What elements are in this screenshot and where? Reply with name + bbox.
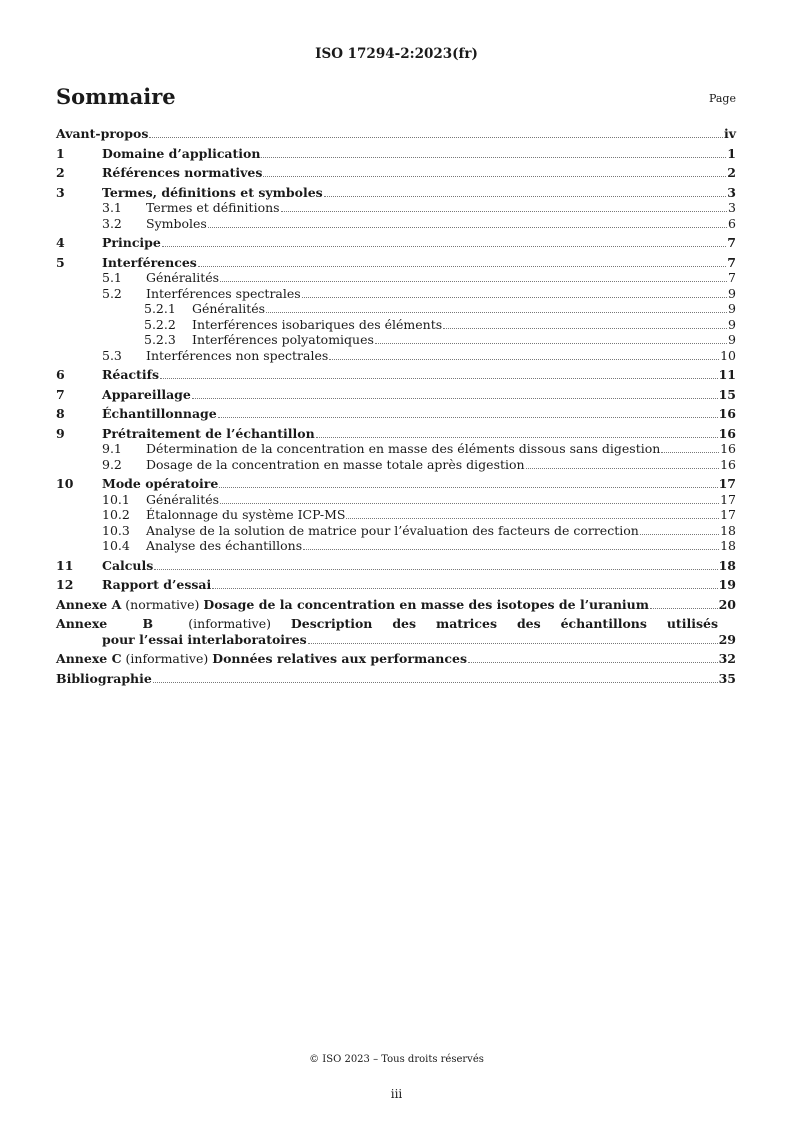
dot-leader xyxy=(162,237,726,247)
toc-entry-number: 3.2 xyxy=(102,215,122,231)
toc-entry-title: Domaine d’application xyxy=(102,145,261,161)
dot-leader xyxy=(640,525,719,535)
toc-entry-page: 7 xyxy=(727,235,736,250)
dot-leader xyxy=(198,257,726,267)
annex-title: Dosage de la concentration en masse des isotopes de l’uranium xyxy=(203,596,649,612)
toc-entry-5-2-3[interactable] xyxy=(56,332,736,348)
toc-entry-number: 4 xyxy=(56,235,65,250)
toc-entry-number: 12 xyxy=(56,577,74,592)
toc-entry-title: Mode opératoire xyxy=(102,476,219,491)
toc-entry-7[interactable] xyxy=(56,387,736,403)
toc-entry-12[interactable] xyxy=(56,577,736,593)
toc-entry-foreword[interactable] xyxy=(56,126,736,142)
dot-leader xyxy=(661,443,719,453)
toc-entry-10-2[interactable] xyxy=(56,507,736,523)
dot-leader xyxy=(281,202,727,212)
toc-entry-title: Références normatives xyxy=(102,165,263,180)
toc-entry-title: Prétraitement de l’échantillon xyxy=(102,425,315,441)
dot-leader xyxy=(212,579,717,589)
toc-bibliography[interactable] xyxy=(56,671,736,687)
toc-entry-page: 9 xyxy=(728,316,736,332)
toc-entry-number: 3 xyxy=(56,184,65,200)
toc-entry-page: 16 xyxy=(720,441,736,456)
dot-leader xyxy=(308,634,718,644)
toc-annex-title xyxy=(56,597,649,612)
toc-entry-title: Analyse de la solution de matrice pour l’évaluation des facteurs de correction xyxy=(146,522,639,538)
dot-leader xyxy=(443,319,727,329)
dot-leader xyxy=(266,303,727,313)
toc-entry-title: Détermination de la concentration en masse des éléments dissous sans digestion xyxy=(146,441,661,456)
toc-entry-title: Avant-propos xyxy=(56,126,149,141)
dot-leader xyxy=(316,428,718,438)
toc-entry-3[interactable] xyxy=(56,185,736,201)
dot-leader xyxy=(261,148,726,158)
toc-entry-number: 10.1 xyxy=(102,491,130,507)
toc-entry-page: 16 xyxy=(718,406,736,421)
toc-entry-title: Interférences xyxy=(102,254,197,270)
toc-title: Sommaire xyxy=(56,84,176,109)
toc-entry-page: 29 xyxy=(718,631,736,647)
toc-entry-number: 9 xyxy=(56,425,65,441)
toc-entry-page: 18 xyxy=(720,538,736,553)
toc-entry-number: 5.3 xyxy=(102,347,122,363)
dot-leader xyxy=(346,509,719,519)
toc-entry-number: 9.1 xyxy=(102,441,122,456)
toc-entry-4[interactable] xyxy=(56,235,736,251)
dot-leader xyxy=(220,494,719,504)
annex-type: (normative) xyxy=(125,596,200,612)
toc-entry-page: 3 xyxy=(727,184,736,200)
toc-entry-number: 9.2 xyxy=(102,456,122,472)
toc-annex-b[interactable] xyxy=(56,616,736,647)
toc-entry-number: 5.2 xyxy=(102,285,122,301)
toc-entry-page: 16 xyxy=(718,425,736,441)
page-number: iii xyxy=(390,1087,403,1101)
toc-entry-title: Interférences non spectrales xyxy=(146,347,329,363)
toc-entry-5-3[interactable] xyxy=(56,348,736,364)
annex-title: Données relatives aux performances xyxy=(212,651,467,666)
toc-entry-3-1[interactable] xyxy=(56,200,736,216)
annex-type: (informative) xyxy=(188,616,271,631)
toc-entry-number: 10.4 xyxy=(102,538,130,553)
toc-entry-5-2[interactable] xyxy=(56,286,736,302)
dot-leader xyxy=(208,218,727,228)
toc-entry-title: Réactifs xyxy=(102,367,159,382)
toc-entry-title: Rapport d’essai xyxy=(102,577,212,592)
toc-entry-number: 10.3 xyxy=(102,522,130,538)
toc-entry-page: 32 xyxy=(718,651,736,666)
toc-entry-page: 35 xyxy=(718,670,736,686)
annex-title-word: matrices xyxy=(435,616,498,631)
toc-entry-number: 3.1 xyxy=(102,200,122,215)
toc-entry-page: 17 xyxy=(720,491,736,507)
dot-leader xyxy=(220,272,727,282)
toc-entry-5-2-1[interactable] xyxy=(56,301,736,317)
dot-leader xyxy=(375,334,727,344)
dot-leader xyxy=(263,167,726,177)
toc-entry-number: 5.1 xyxy=(102,270,122,285)
toc-entry-title: Bibliographie xyxy=(56,670,152,686)
copyright-footer: © ISO 2023 – Tous droits réservés xyxy=(309,1054,484,1065)
toc-entry-9[interactable] xyxy=(56,426,736,442)
annex-title-word: des xyxy=(516,616,541,631)
annex-title-word: utilisés xyxy=(666,616,718,631)
annex-label: Annexe xyxy=(56,616,108,631)
toc-entry-number: 8 xyxy=(56,406,65,421)
toc-entry-9-1[interactable] xyxy=(56,441,736,457)
toc-entry-page: 1 xyxy=(727,145,736,161)
toc-entry-9-2[interactable] xyxy=(56,457,736,473)
dot-leader xyxy=(160,369,718,379)
annex-b-first-line xyxy=(56,616,718,632)
toc-entry-1[interactable] xyxy=(56,146,736,162)
toc-entry-title: Interférences spectrales xyxy=(146,285,301,301)
toc-entry-title: Généralités xyxy=(146,491,220,507)
dot-leader xyxy=(329,350,719,360)
dot-leader xyxy=(650,599,718,609)
toc-entry-page: 3 xyxy=(728,200,736,215)
toc-entry-number: 6 xyxy=(56,367,65,382)
toc-entry-page: 9 xyxy=(728,301,736,316)
dot-leader xyxy=(153,673,718,683)
annex-title-word: échantillons xyxy=(560,616,647,631)
annex-b-second-line xyxy=(56,632,736,648)
toc-entry-title: Échantillonnage xyxy=(102,406,217,421)
toc-entry-number: 10 xyxy=(56,476,74,491)
annex-type: (informative) xyxy=(125,651,209,666)
table-of-contents xyxy=(56,126,736,686)
dot-leader xyxy=(154,560,717,570)
toc-entry-page: 11 xyxy=(718,367,736,382)
toc-entry-number: 2 xyxy=(56,165,65,180)
toc-entry-number: 1 xyxy=(56,145,65,161)
toc-entry-number: 5 xyxy=(56,254,65,270)
toc-entry-page: 17 xyxy=(718,476,736,491)
toc-entry-number: 5.2.3 xyxy=(144,332,176,347)
document-id-header: ISO 17294-2:2023(fr) xyxy=(315,46,478,62)
toc-entry-title: Généralités xyxy=(146,270,220,285)
toc-entry-page: 18 xyxy=(720,522,736,538)
toc-entry-10-1[interactable] xyxy=(56,492,736,508)
toc-entry-page: 7 xyxy=(727,254,736,270)
toc-entry-page: 9 xyxy=(728,285,736,301)
toc-entry-title: Termes et définitions xyxy=(146,200,280,215)
toc-entry-page: 2 xyxy=(727,165,736,180)
toc-entry-page: 15 xyxy=(718,386,736,402)
dot-leader xyxy=(302,288,727,298)
toc-entry-number: 10.2 xyxy=(102,507,130,522)
toc-entry-5-1[interactable] xyxy=(56,270,736,286)
toc-annex-title xyxy=(56,651,467,666)
toc-entry-title: Calculs xyxy=(102,557,154,573)
toc-entry-title: Interférences polyatomiques xyxy=(192,332,374,347)
annex-title-word: des xyxy=(392,616,417,631)
toc-entry-title: Symboles xyxy=(146,215,207,231)
toc-entry-2[interactable] xyxy=(56,165,736,181)
annex-label: Annexe C xyxy=(56,651,122,666)
toc-title-row xyxy=(56,84,736,114)
toc-entry-number: 5.2.2 xyxy=(144,316,176,332)
toc-entry-11[interactable] xyxy=(56,558,736,574)
toc-entry-title: Analyse des échantillons xyxy=(146,538,303,553)
annex-title-word: Description xyxy=(290,616,373,631)
annex-label: Annexe A xyxy=(56,596,122,612)
toc-entry-8[interactable] xyxy=(56,406,736,422)
toc-entry-3-2[interactable] xyxy=(56,216,736,232)
toc-entry-number: 5.2.1 xyxy=(144,301,176,316)
dot-leader xyxy=(219,478,717,488)
dot-leader xyxy=(324,187,727,197)
toc-entry-5-2-2[interactable] xyxy=(56,317,736,333)
toc-entry-page: 16 xyxy=(720,456,736,472)
toc-annex-c[interactable] xyxy=(56,651,736,667)
toc-entry-page: 19 xyxy=(718,577,736,592)
toc-entry-number: 11 xyxy=(56,557,74,573)
toc-entry-title: Dosage de la concentration en masse totale après digestion xyxy=(146,456,525,472)
toc-entry-page: iv xyxy=(723,126,736,141)
dot-leader xyxy=(218,408,718,418)
toc-entry-page: 20 xyxy=(718,596,736,612)
annex-title-continuation: pour l’essai interlaboratoires xyxy=(102,631,307,647)
toc-entry-5[interactable] xyxy=(56,255,736,271)
toc-entry-title: Appareillage xyxy=(102,386,191,402)
toc-entry-page: 9 xyxy=(728,332,736,347)
toc-entry-title: Étalonnage du système ICP-MS xyxy=(146,507,346,522)
annex-letter: B xyxy=(142,616,154,631)
dot-leader xyxy=(303,540,719,550)
dot-leader xyxy=(468,653,718,663)
toc-entry-page: 18 xyxy=(718,557,736,573)
dot-leader xyxy=(192,389,718,399)
toc-entry-page: 6 xyxy=(728,215,736,231)
dot-leader xyxy=(149,128,723,138)
toc-entry-title: Interférences isobariques des éléments xyxy=(192,316,443,332)
toc-entry-6[interactable] xyxy=(56,367,736,383)
page-column-label: Page xyxy=(708,92,736,105)
toc-entry-title: Termes, définitions et symboles xyxy=(102,184,323,200)
toc-entry-title: Principe xyxy=(102,235,161,250)
toc-entry-number: 7 xyxy=(56,386,65,402)
toc-entry-10-4[interactable] xyxy=(56,538,736,554)
toc-entry-title: Généralités xyxy=(192,301,266,316)
toc-entry-10[interactable] xyxy=(56,476,736,492)
toc-entry-page: 7 xyxy=(728,270,736,285)
toc-entry-10-3[interactable] xyxy=(56,523,736,539)
toc-annex-a[interactable] xyxy=(56,597,736,613)
toc-entry-page: 10 xyxy=(720,347,736,363)
dot-leader xyxy=(526,459,720,469)
toc-entry-page: 17 xyxy=(720,507,736,522)
